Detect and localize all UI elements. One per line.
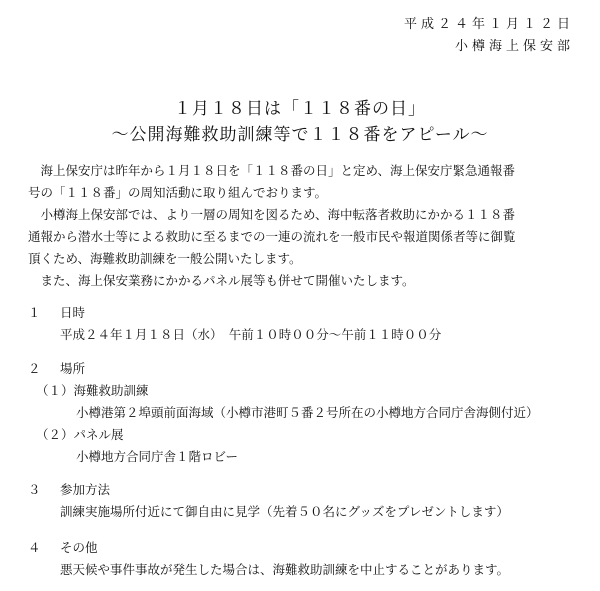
- location-item-1-label: （１）海難救助訓練: [36, 383, 149, 398]
- section-other: [28, 537, 580, 581]
- section-number: １: [28, 305, 41, 320]
- location-item-2-body: 小樽地方合同庁舎１階ロビー: [76, 449, 239, 464]
- document-title: [0, 96, 600, 148]
- intro-paragraph-1-line-2: 号の「１１８番」の周知活動に取り組んでおります。: [28, 185, 328, 200]
- section-body: 訓練実施場所付近にて御自由に見学（先着５０名にグッズをプレゼントします）: [60, 504, 509, 519]
- section-number: ４: [28, 540, 41, 555]
- section-location: [28, 358, 580, 468]
- intro-paragraph-1-line-1: 海上保安庁は昨年から１月１８日を「１１８番の日」と定め、海上保安庁緊急通報番: [40, 163, 516, 178]
- intro-paragraph-2-line-3: 頂くため、海難救助訓練を一般公開いたします。: [28, 251, 302, 266]
- section-body: 悪天候や事件事故が発生した場合は、海難救助訓練を中止することがあります。: [60, 562, 510, 577]
- section-participation: [28, 479, 580, 523]
- location-item-1-body: 小樽港第２埠頭前面海域（小樽市港町５番２号所在の小樽地方合同庁舎海側付近）: [76, 405, 539, 420]
- title-line-1: １月１８日は「１１８番の日」: [174, 99, 426, 119]
- intro-text: [28, 160, 576, 292]
- section-title: その他: [60, 540, 98, 555]
- intro-paragraph-2-line-2: 通報から潜水士等による救助に至るまでの一連の流れを一般市民や報道関係者等に御覧: [28, 229, 516, 244]
- section-datetime: [28, 302, 580, 346]
- issuing-organization: 小樽海上保安部: [454, 39, 574, 54]
- section-title: 日時: [60, 305, 86, 320]
- section-number: ２: [28, 361, 41, 376]
- section-title: 参加方法: [60, 482, 111, 497]
- location-item-2-label: （２）パネル展: [36, 427, 124, 442]
- header-block: [404, 14, 574, 58]
- intro-paragraph-3: また、海上保安業務にかかるパネル展等も併せて開催いたします。: [40, 273, 415, 288]
- issue-date: 平成２４年１月１２日: [403, 17, 574, 32]
- title-line-2: ～公開海難救助訓練等で１１８番をアピール～: [111, 125, 489, 145]
- section-body: 平成２４年１月１８日（水） 午前１０時００分～午前１１時００分: [60, 327, 442, 342]
- section-title: 場所: [60, 361, 86, 376]
- section-number: ３: [28, 482, 41, 497]
- intro-paragraph-2-line-1: 小樽海上保安部では、より一層の周知を図るため、海中転落者救助にかかる１１８番: [40, 207, 516, 222]
